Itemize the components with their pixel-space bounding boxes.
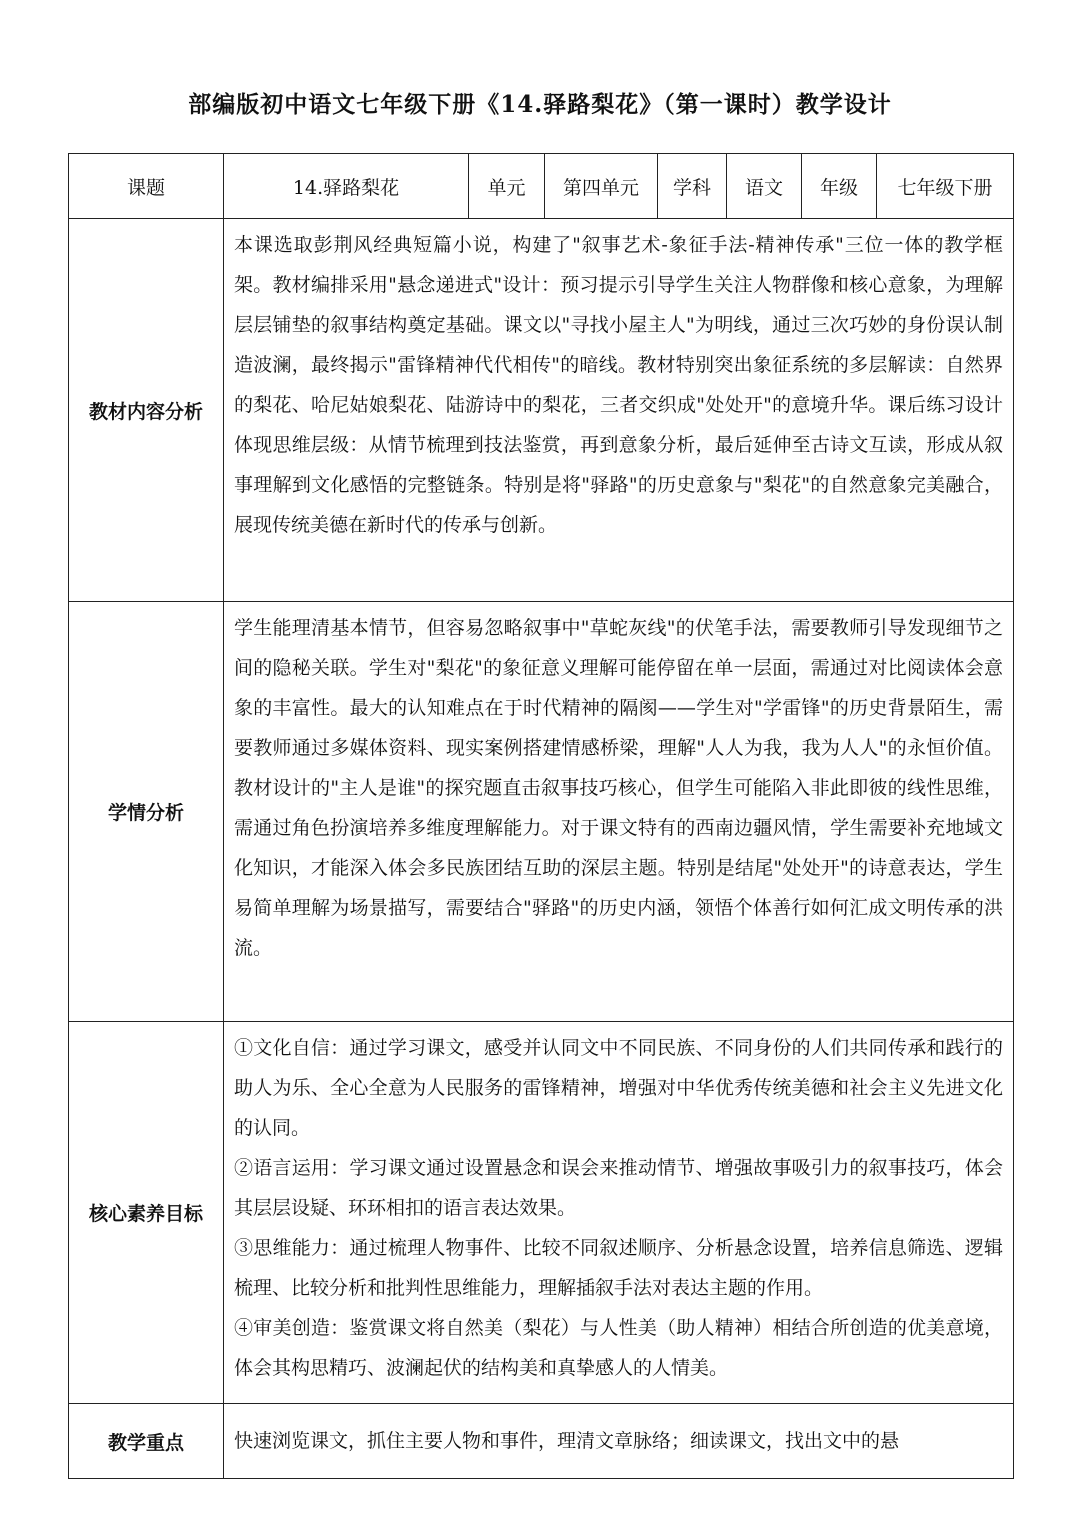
goals-label: 核心素养目标 — [69, 1022, 224, 1404]
subject-value: 语文 — [727, 154, 802, 219]
focus-label: 教学重点 — [69, 1404, 224, 1479]
topic-value: 14.驿路梨花 — [224, 154, 469, 219]
goal-item: ③思维能力：通过梳理人物事件、比较不同叙述顺序、分析悬念设置，培养信息筛选、逻辑梳理、比较分析和批判性思维能力，理解插叙手法对表达主题的作用。 — [234, 1237, 1003, 1299]
students-label: 学情分析 — [69, 602, 224, 1022]
unit-value: 第四单元 — [545, 154, 658, 219]
goal-item: ②语言运用：学习课文通过设置悬念和误会来推动情节、增强故事吸引力的叙事技巧，体会其层层设疑、环环相扣的语言表达效果。 — [234, 1157, 1003, 1219]
students-text: 学生能理清基本情节，但容易忽略叙事中"草蛇灰线"的伏笔手法，需要教师引导发现细节之间的隐秘关联。学生对"梨花"的象征意义理解可能停留在单一层面，需通过对比阅读体会意象的丰富性。最大的认知难点在于时代精神的隔阂——学生对"学雷锋"的历史背景陌生，需要教师通过多媒体资料、现实案例搭建情感桥梁，理解"人人为我，我为人人"的永恒价值。教材设计的"主人是谁"的探究题直击叙事技巧核心，但学生可能陷入非此即彼的线性思维，需通过角色扮演培养多维度理解能力。对于课文特有的西南边疆风情，学生需要补充地域文化知识，才能深入体会多民族团结互助的深层主题。特别是结尾"处处开"的诗意表达，学生易简单理解为场景描写，需要结合"驿路"的历史内涵，领悟个体善行如何汇成文明传承的洪流。 — [224, 602, 1014, 1022]
goal-item: ①文化自信：通过学习课文，感受并认同文中不同民族、不同身份的人们共同传承和践行的助人为乐、全心全意为人民服务的雷锋精神，增强对中华优秀传统美德和社会主义先进文化的认同。 — [234, 1037, 1003, 1139]
material-text: 本课选取彭荆风经典短篇小说，构建了"叙事艺术-象征手法-精神传承"三位一体的教学框架。教材编排采用"悬念递进式"设计：预习提示引导学生关注人物群像和核心意象，为理解层层铺垫的叙事结构奠定基础。课文以"寻找小屋主人"为明线，通过三次巧妙的身份误认制造波澜，最终揭示"雷锋精神代代相传"的暗线。教材特别突出象征系统的多层解读：自然界的梨花、哈尼姑娘梨花、陆游诗中的梨花，三者交织成"处处开"的意境升华。课后练习设计体现思维层级：从情节梳理到技法鉴赏，再到意象分析，最后延伸至古诗文互读，形成从叙事理解到文化感悟的完整链条。特别是将"驿路"的历史意象与"梨花"的自然意象完美融合，展现传统美德在新时代的传承与创新。 — [224, 219, 1014, 602]
subject-label: 学科 — [658, 154, 727, 219]
focus-row — [69, 1404, 1014, 1479]
goal-item: ④审美创造：鉴赏课文将自然美（梨花）与人性美（助人精神）相结合所创造的优美意境，体会其构思精巧、波澜起伏的结构美和真挚感人的人情美。 — [234, 1317, 1003, 1379]
lesson-plan-table — [68, 153, 1014, 1479]
material-row — [69, 219, 1014, 602]
grade-label: 年级 — [802, 154, 877, 219]
page-title: 部编版初中语文七年级下册《14.驿路梨花》（第一课时）教学设计 — [188, 91, 892, 118]
goals-row — [69, 1022, 1014, 1404]
topic-label: 课题 — [69, 154, 224, 219]
students-row — [69, 602, 1014, 1022]
grade-value: 七年级下册 — [877, 154, 1014, 219]
material-label: 教材内容分析 — [69, 219, 224, 602]
unit-label: 单元 — [469, 154, 545, 219]
goals-list — [224, 1022, 1014, 1404]
focus-text: 快速浏览课文，抓住主要人物和事件，理清文章脉络；细读课文，找出文中的悬 — [224, 1404, 1014, 1479]
header-row — [69, 154, 1014, 219]
